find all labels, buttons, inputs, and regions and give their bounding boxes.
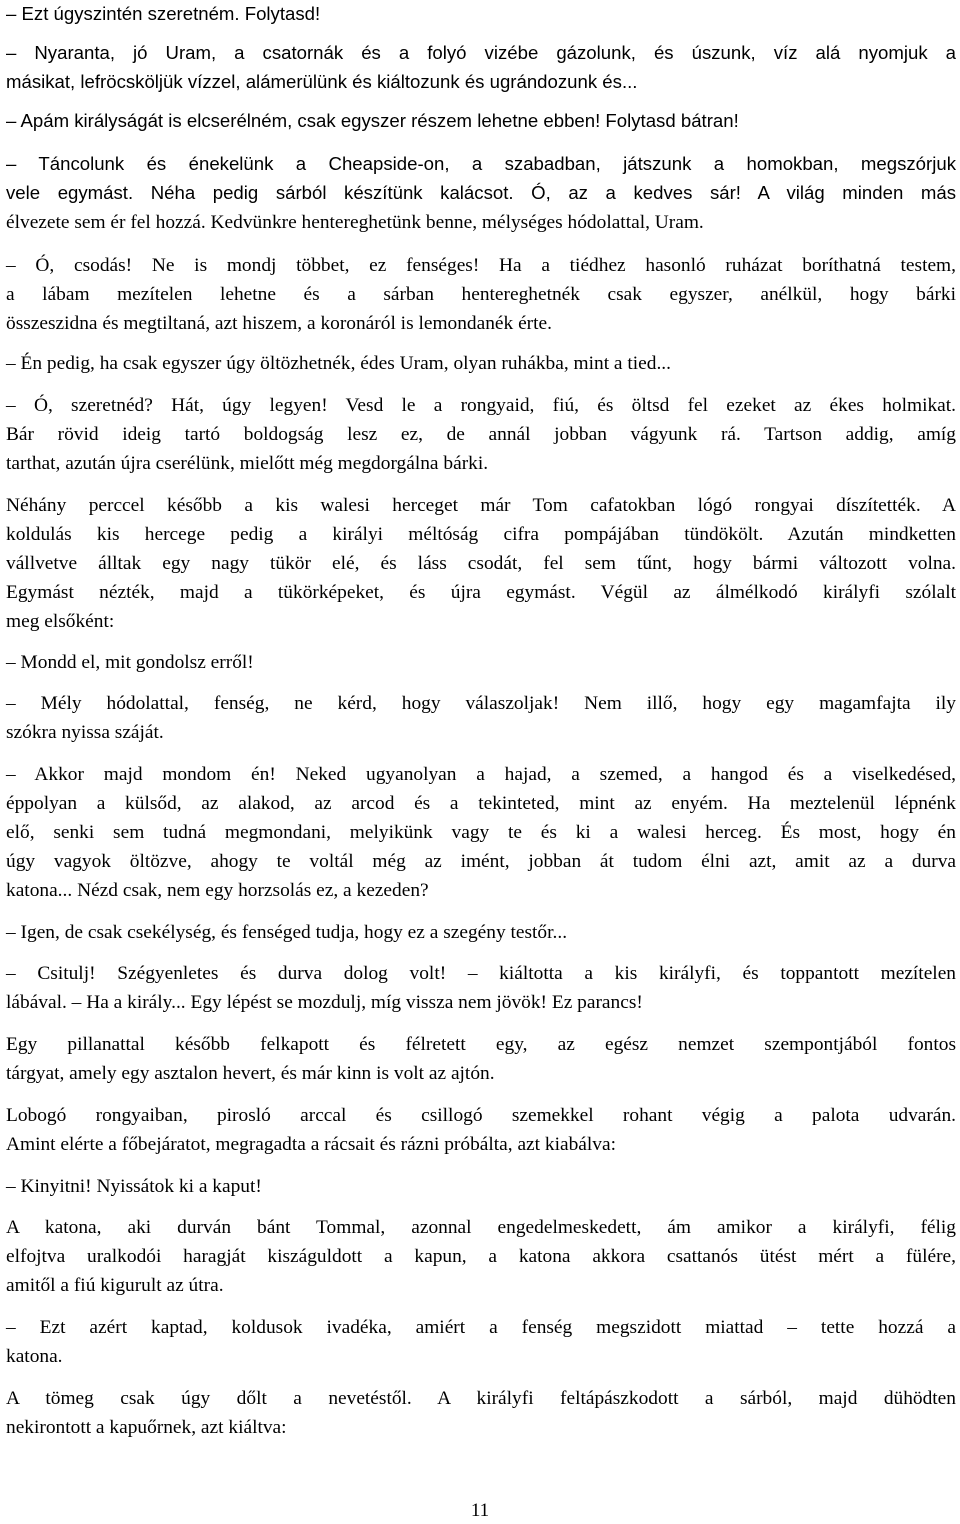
text-line: – Mély hódolattal, fenség, ne kérd, hogy válaszoljak! Nem illő, hogy egy magamfajta ily [6,693,956,714]
text-line: úgy vagyok öltözve, ahogy te voltál még az imént, jobban át tudom élni azt, amit az a durva [6,851,956,872]
text-line: meg elsőként: [6,611,115,632]
text-line: katona... Nézd csak, nem egy horzsolás ez, a kezeden? [6,880,429,901]
text-line: – Én pedig, ha csak egyszer úgy öltözhetnék, édes Uram, olyan ruhákba, mint a tied... [6,353,672,374]
text-line: Egymást nézték, majd a tükörképeket, és újra egymást. Végül az álmélkodó királyfi szólalt [6,582,956,603]
page-number: 11 [470,1500,490,1521]
text-line: Néhány perccel később a kis walesi herceget már Tom cafatokban lógó rongyai díszítették. A [6,495,956,516]
text-line: – Ó, szeretnéd? Hát, úgy legyen! Vesd le a rongyaid, fiú, és öltsd fel ezeket az ékes holmikat. [6,395,956,416]
text-line: tárgyat, amely egy asztalon hevert, és már kinn is volt az ajtón. [6,1063,495,1084]
text-line: nekirontott a kapuőrnek, azt kiáltva: [6,1417,287,1438]
text-line: – Kinyitni! Nyissátok ki a kaput! [6,1176,262,1197]
text-line: katona. [6,1346,63,1367]
text-line: összeszidna és megtiltaná, azt hiszem, a koronáról is lemondanék érte. [6,313,552,334]
text-line: vállvetve álltak egy nagy tükör elé, és láss csodát, fel sem tűnt, hogy bármi változott volna. [6,553,956,574]
text-line: a lábam mezítelen lehetne és a sárban hentereghetnék csak egyszer, anélkül, hogy bárki [6,284,956,305]
text-line: – Nyaranta, jó Uram, a csatornák és a folyó vizébe gázolunk, és úszunk, víz alá nyomjuk a [6,42,956,63]
text-line: szókra nyissa száját. [6,722,164,743]
text-line: A tömeg csak úgy dőlt a nevetéstől. A királyfi feltápászkodott a sárból, majd dühödten [6,1388,956,1409]
text-line: – Ezt azért kaptad, koldusok ivadéka, amiért a fenség megszidott miattad – tette hozzá a [6,1317,956,1338]
text-line: – Akkor majd mondom én! Neked ugyanolyan a hajad, a szemed, a hangod és a viselkedésed, [6,764,956,785]
text-line: koldulás kis hercege pedig a királyi méltóság cifra pompájában tündökölt. Azután mindketten [6,524,956,545]
text-line: tarthat, azután újra cserélünk, mielőtt még megdorgálna bárki. [6,453,489,474]
text-line: amitől a fiú kigurult az útra. [6,1275,224,1296]
text-line: – Ezt úgyszintén szeretném. Folytasd! [6,3,321,24]
text-line: elfojtva uralkodói haragját kiszáguldott a kapun, a katona akkora csattanós ütést mért a fülére, [6,1246,956,1267]
text-line: – Táncolunk és énekelünk a Cheapside-on, a szabadban, játszunk a homokban, megszórjuk [6,153,956,174]
text-line: vele egymást. Néha pedig sárból készítünk kalácsot. Ó, az a kedves sár! A világ minden más [6,182,956,203]
text-line: másikat, lefröcsköljük vízzel, alámerülünk és kiáltozunk és ugrándozunk és... [6,71,638,92]
text-line: – Ó, csodás! Ne is mondj többet, ez fenséges! Ha a tiédhez hasonló ruházat boríthatná testem, [6,255,956,276]
text-line: elő, senki sem tudná megmondani, melyikünk vagy te és ki a walesi herceg. És most, hogy én [6,822,956,843]
text-line: A katona, aki durván bánt Tommal, azonnal engedelmeskedett, ám amikor a királyfi, félig [6,1217,956,1238]
text-line: – Igen, de csak csekélység, és fenséged tudja, hogy ez a szegény testőr... [6,922,568,943]
text-line: – Apám királyságát is elcserélném, csak egyszer részem lehetne ebben! Folytasd bátran! [6,110,739,131]
text-line: Bár rövid ideig tartó boldogság lesz ez, de annál jobban vágyunk rá. Tartson addig, amíg [6,424,956,445]
text-line: éppolyan a külsőd, az alakod, az arcod és a tekinteted, mint az enyém. Ha meztelenül lépnénk [6,793,956,814]
text-line: Lobogó rongyaiban, pirosló arccal és csillogó szemekkel rohant végig a palota udvarán. [6,1105,956,1126]
text-line: Egy pillanattal később felkapott és félretett egy, az egész nemzet szempontjából fontos [6,1034,956,1055]
text-line: lábával. – Ha a király... Egy lépést se mozdulj, míg vissza nem jövök! Ez parancs! [6,992,643,1013]
text-line: – Mondd el, mit gondolsz erről! [6,652,254,673]
text-line: élvezete sem ér fel hozzá. Kedvünkre hentereghetünk benne, mélységes hódolattal, Uram. [6,212,704,233]
text-line: Amint elérte a főbejáratot, megragadta a rácsait és rázni próbálta, azt kiabálva: [6,1134,616,1155]
text-line: – Csitulj! Szégyenletes és durva dolog volt! – kiáltotta a kis királyfi, és toppantott mezítelen [6,963,956,984]
